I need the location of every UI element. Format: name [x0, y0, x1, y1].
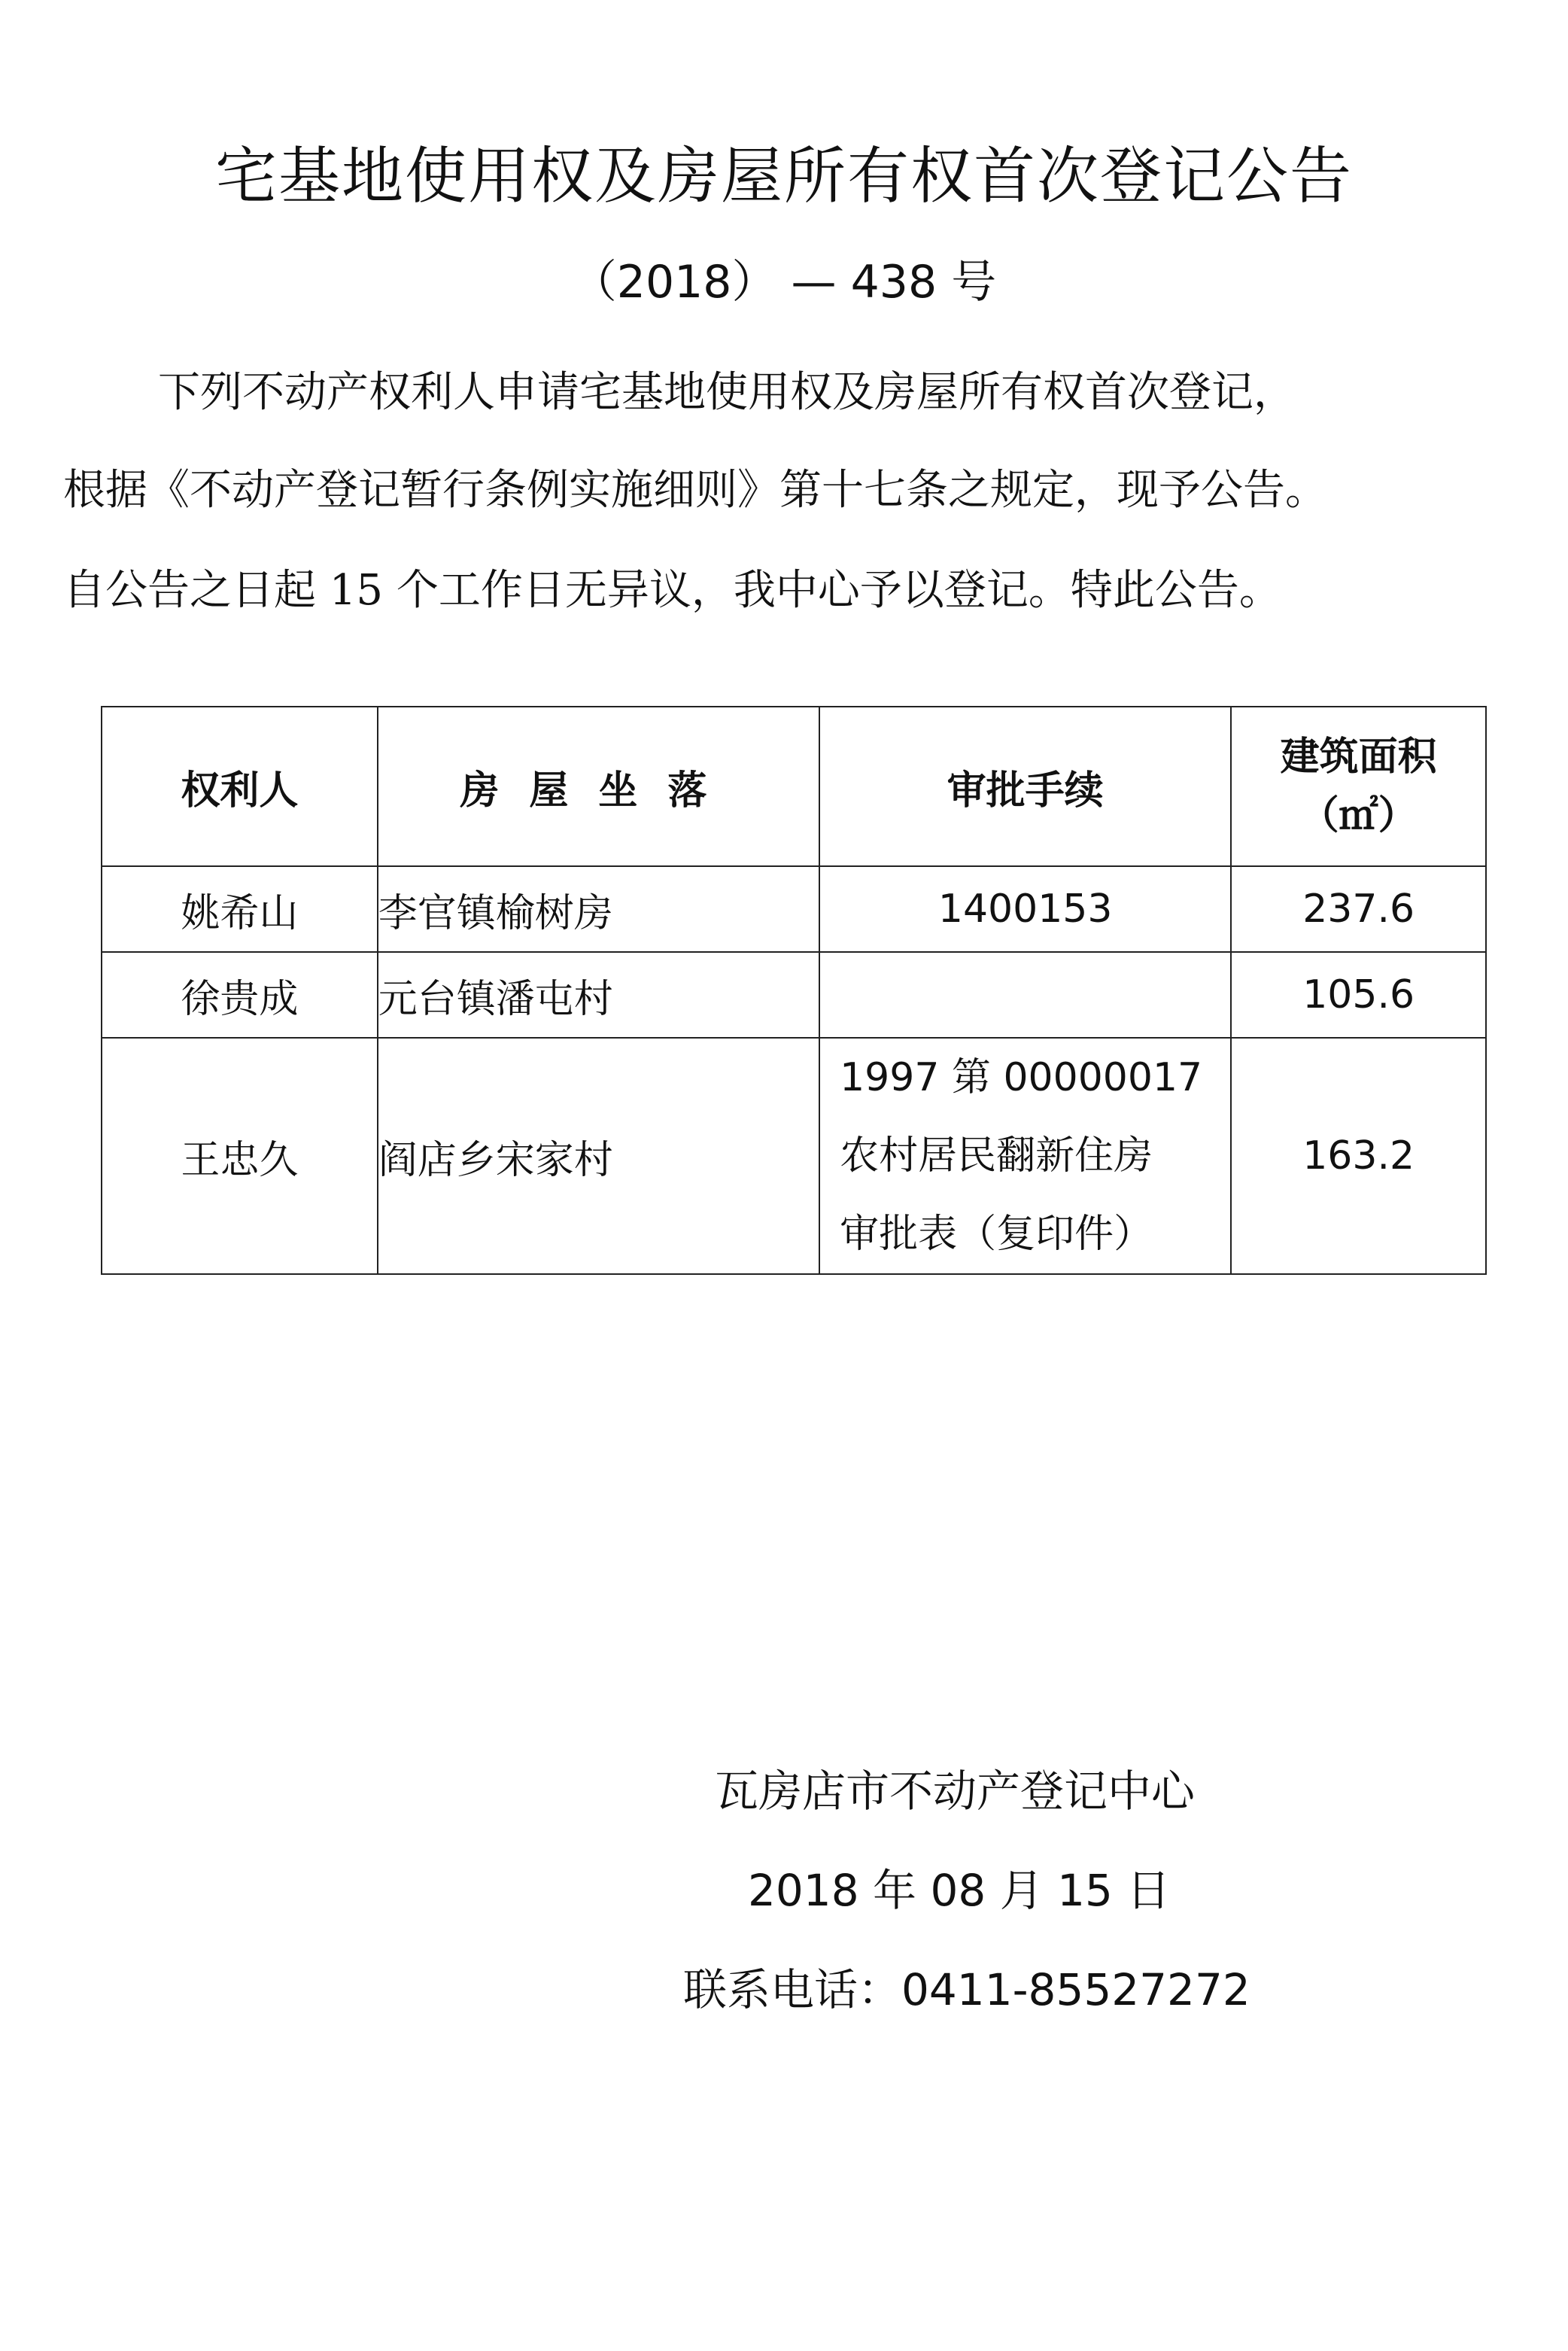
header-area-unit: （㎡） — [1299, 792, 1418, 838]
document-number: （2018） — 438 号 — [571, 256, 997, 309]
cell-area: 105.6 — [1231, 952, 1486, 1038]
cell-approval — [819, 952, 1231, 1038]
cell-location: 阎店乡宋家村 — [378, 1038, 819, 1274]
table-row — [102, 866, 1486, 952]
cell-approval: 1997 第 00000017 农村居民翻新住房 审批表（复印件） — [819, 1038, 1231, 1274]
issue-date: 2018 年 08 月 15 日 — [748, 1865, 1171, 1916]
body-paragraph-line-3: 自公告之日起 15 个工作日无异议，我中心予以登记。特此公告。 — [63, 566, 1281, 615]
header-area-label: 建筑面积 — [1280, 734, 1437, 780]
contact-phone: 联系电话：0411-85527272 — [683, 1964, 1250, 2015]
body-paragraph-line-2: 根据《不动产登记暂行条例实施细则》第十七条之规定，现予公告。 — [63, 466, 1327, 515]
header-holder: 权利人 — [102, 707, 378, 866]
header-approval: 审批手续 — [819, 707, 1231, 866]
header-location: 房屋坐落 — [378, 707, 819, 866]
cell-location: 李官镇榆树房 — [378, 866, 819, 952]
cell-location: 元台镇潘屯村 — [378, 952, 819, 1038]
table-header-row — [102, 707, 1486, 866]
cell-area: 163.2 — [1231, 1038, 1486, 1274]
cell-approval: 1400153 — [819, 866, 1231, 952]
cell-holder: 徐贵成 — [102, 952, 378, 1038]
page-title: 宅基地使用权及房屋所有权首次登记公告 — [214, 141, 1353, 212]
issuing-organization: 瓦房店市不动产登记中心 — [715, 1766, 1196, 1817]
table-row — [102, 952, 1486, 1038]
cell-area: 237.6 — [1231, 866, 1486, 952]
table-row — [102, 1038, 1486, 1274]
cell-holder: 姚希山 — [102, 866, 378, 952]
header-area — [1231, 707, 1486, 866]
registration-table — [101, 706, 1487, 1275]
body-paragraph-line-1: 下列不动产权利人申请宅基地使用权及房屋所有权首次登记， — [158, 368, 1296, 417]
cell-holder: 王忠久 — [102, 1038, 378, 1274]
